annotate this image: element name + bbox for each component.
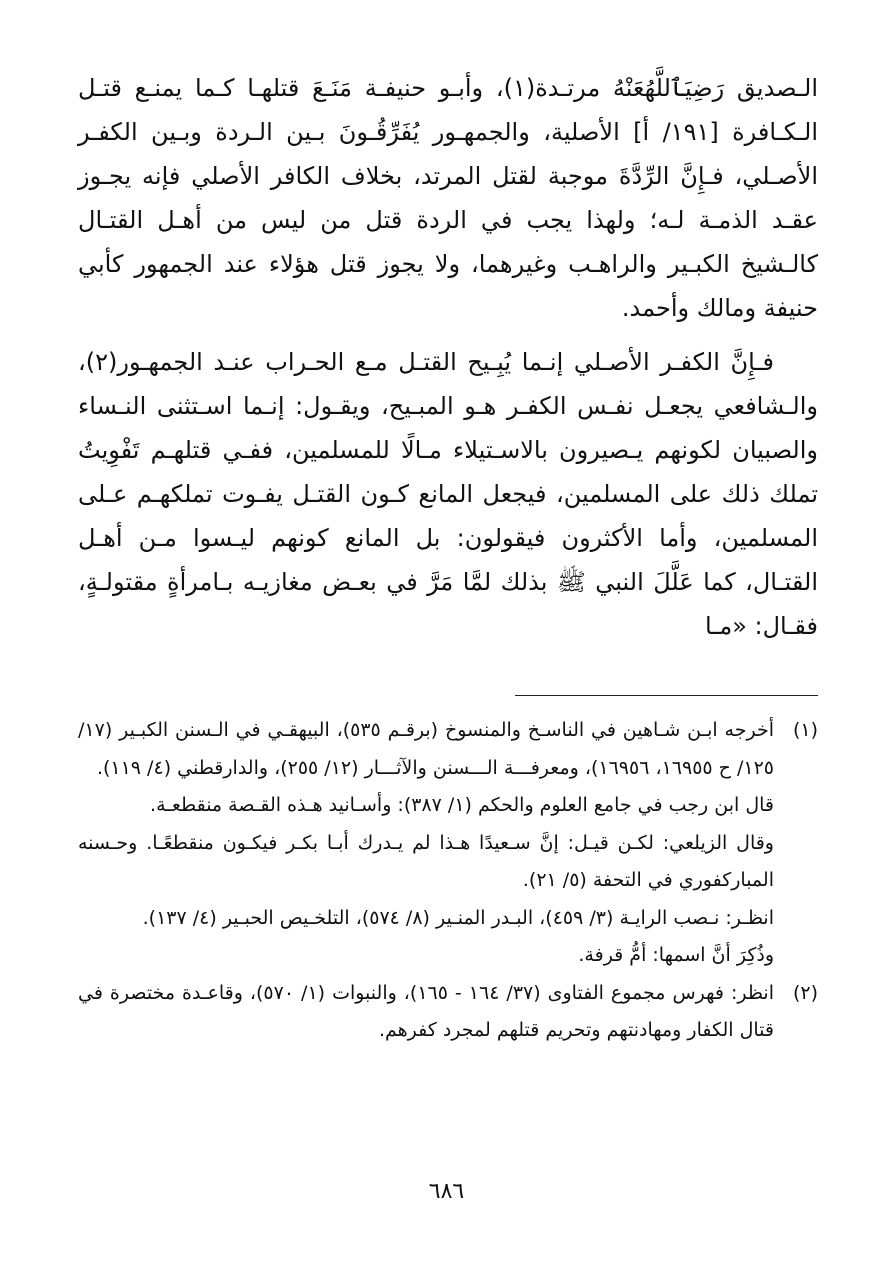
body-paragraph: الـصديق رَضِيَٱللَّهُعَنْهُ مرتـدة(١)، وأبـو حنيفـة مَنَـعَ قتلهـا كـما يمنـع قتـل الـكـافرة [١٩١/ أ] الأصلية، والجمهـور يُفَرِّقُـونَ بـين الـردة وبـين الكفـر الأصـلي، فـإِنَّ الرِّدَّةَ موجبة لقتل المرتد، بخلاف الكافر الأصلي فإنه يجـوز عقـد الذمـة لـه؛ ولهذا يجب في الردة قتل من ليس من أهـل القتـال كالـشيخ الكبـير والراهـب وغيرهما، ولا يجوز قتل هؤلاء عند الجمهور كأبي حنيفة ومالك وأحمد. (78, 74, 819, 322)
footnote-separator (515, 695, 818, 696)
footnotes (78, 712, 818, 1050)
footnote-body (78, 975, 774, 1050)
footnote-text: انظـر: نـصب الرايـة (٣/ ٤٥٩)، البـدر المنـير (٨/ ٥٧٤)، التلخـيص الحبـير (٤/ ١٣٧). (142, 906, 774, 929)
footnote-number: (٢) (792, 981, 818, 1004)
footnote (78, 975, 818, 1050)
body-paragraph: فـإِنَّ الكفـر الأصـلي إنـما يُبِـيح القتـل مـع الحـراب عنـد الجمهـور(٢)، والـشافعي يجعـل نفـس الكفـر هـو المبـيح، ويقـول: إنـما اسـتثنى النـساء والصبيان لكونهم يـصيرون بالاسـتيلاء مـالًا للمسلمين، ففـي قتلهـم تَفْوِيتُ تملك ذلك على المسلمين، فيجعل المانع كـون القتـل يفـوت تملكهـم عـلى المسلمين، وأما الأكثرون فيقولون: بل المانع كونهم ليـسوا مـن أهـل القتـال، كما عَلَّلَ النبي ﷺ بذلك لمَّا مَرَّ في بعـض مغازيـه بـامرأةٍ مقتولـةٍ، فقـال: «مـا (78, 348, 818, 640)
main-text (78, 66, 818, 648)
footnote-body (78, 712, 774, 975)
footnote-number: (١) (792, 719, 818, 741)
footnote-text: وقال الزيلعي: لكـن قيـل: إنَّ سـعيدًا هـذا لم يـدرك أبـا بكـر فيكـون منقطعًـا. وحـسنه المباركفوري في التحفة (٥/ ٢١). (78, 831, 774, 891)
footnote-text: وذُكِرَ أنَّ اسمها: أمُّ قرفة. (578, 944, 774, 966)
footnote (78, 712, 818, 975)
page-number: ٦٨٦ (428, 1179, 465, 1204)
footnote-text: انظر: فهرس مجموع الفتاوى (٣٧/ ١٦٤ - ١٦٥)، والنبوات (١/ ٥٧٠)، وقاعـدة مختصرة في قتال الكفار ومهادنتهم وتحريم قتلهم لمجرد كفرهم. (78, 981, 774, 1041)
footnote-text: أخرجه ابـن شـاهين في الناسـخ والمنسوخ (برقـم ٥٣٥)، البيهقـي في الـسنن الكبـير (١٧/ ١٢٥/ ح ١٦٩٥٥، ١٦٩٥٦)، ومعرفـــة الـــسنن والآثـــار (١٢/ ٢٥٥)، والدارقطني (٤/ ١١٩). (78, 719, 774, 779)
footnote-text: قال ابن رجب في جامع العلوم والحكم (١/ ٣٨٧): وأسـانيد هـذه القـصة منقطعـة. (150, 794, 774, 816)
